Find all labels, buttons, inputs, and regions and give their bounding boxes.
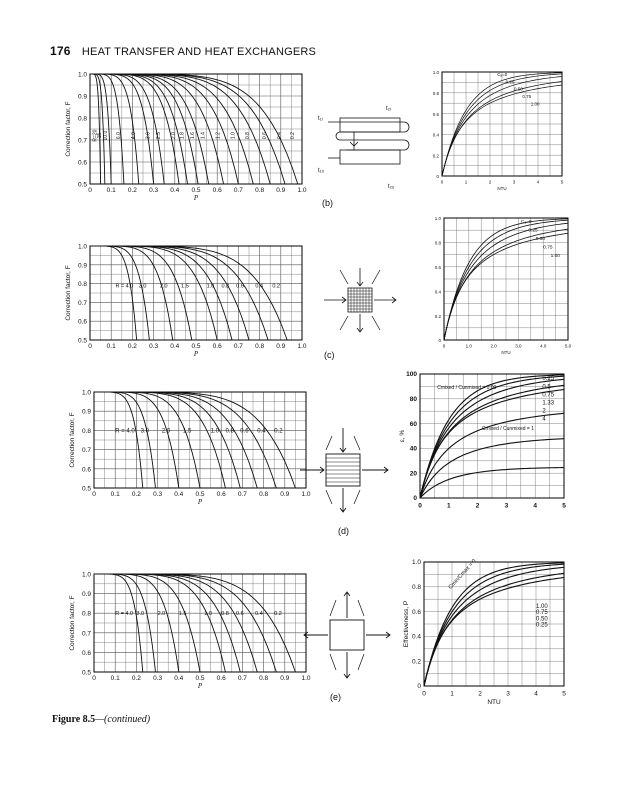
curve-label: 1.0: [204, 611, 212, 618]
curve-label: 0.2: [274, 428, 283, 435]
annotation-top: Cmin/Cmax = 0: [447, 558, 478, 591]
x-tick-label: 0.1: [106, 343, 116, 350]
y-tick-label: 60: [409, 420, 417, 428]
curve-label: 15: [96, 132, 103, 139]
y-tick-label: 0: [438, 338, 441, 344]
y-tick-label: 0.5: [81, 485, 91, 493]
x-tick-label: 0.2: [131, 491, 141, 498]
x-tick-label: 4: [536, 179, 540, 185]
y-tick-label: 1.0: [81, 571, 91, 579]
y-tick-label: 0.6: [434, 265, 441, 270]
y-tick-label: 0.8: [432, 91, 439, 96]
diagram-c: [318, 262, 402, 338]
eff-curve-label: 0.75: [542, 392, 555, 399]
curve-label: 2.5: [156, 132, 163, 140]
eff-curve-label: 0.25: [505, 79, 515, 85]
x-tick-label: 3: [504, 502, 509, 510]
x-axis-label: NTU: [487, 699, 501, 706]
curve-label: 1.5: [181, 283, 189, 290]
y-tick-label: 100: [406, 371, 417, 379]
eff-chart-d: [396, 368, 570, 524]
y-axis-label: ε, %: [399, 429, 406, 443]
x-axis-label: NTU: [501, 350, 511, 355]
curve-label: 1.0: [230, 132, 237, 140]
x-tick-label: 0.2: [127, 187, 137, 194]
eff-curve-label: Cₐ=0: [497, 72, 508, 78]
x-tick-label: 0.1: [106, 187, 116, 194]
eff-curve-label: 0.50: [535, 236, 546, 242]
y-tick-label: 0.8: [81, 610, 91, 618]
x-tick-label: 2: [478, 690, 482, 698]
annotation-mid: Cmixed / Cunmixed = 1: [481, 425, 535, 432]
curve-label: 1.2: [215, 132, 222, 140]
y-tick-label: 0.2: [411, 658, 421, 666]
x-tick-label: 0.4: [174, 675, 184, 682]
x-tick-label: 0.4: [170, 187, 180, 194]
curve-label: R=20: [92, 129, 99, 142]
y-axis-label: Effectiveness, P: [403, 600, 410, 648]
eff-curve-label: 4: [542, 416, 546, 423]
y-tick-label: 40: [409, 445, 417, 453]
x-tick-label: 0: [88, 343, 92, 350]
eff-chart-e: [398, 556, 568, 714]
x-tick-label: 0: [442, 343, 446, 349]
y-tick-label: 0.7: [81, 447, 91, 455]
eff-curve-label: 1.00: [530, 101, 540, 107]
diagram-e: [300, 588, 394, 684]
curve-label: 0.8: [221, 611, 229, 618]
y-tick-label: 1.0: [411, 559, 421, 567]
curve-label: 0.2: [289, 132, 296, 140]
eff-curve-label: 1.33: [542, 400, 555, 407]
x-tick-label: 0: [418, 502, 422, 510]
eff-chart-c: [424, 212, 574, 360]
curve-label: 10.0: [103, 130, 110, 141]
y-tick-label: 0.6: [77, 159, 87, 167]
eff-curve-label: 0.25: [536, 622, 548, 629]
running-head-title: HEAT TRANSFER AND HEAT EXCHANGERS: [81, 46, 317, 58]
x-tick-label: 0.7: [233, 343, 243, 350]
x-tick-label: 1: [464, 179, 468, 185]
curve-label: 1.0: [210, 428, 219, 435]
shell-bottom: [340, 150, 400, 164]
x-tick-label: 0.9: [280, 675, 290, 682]
y-tick-label: 20: [409, 470, 417, 478]
curve-label: R = 4.0: [115, 283, 134, 290]
eff-curve-label: 0.50: [514, 86, 523, 92]
x-tick-label: 0.5: [191, 187, 201, 194]
y-tick-label: 0.9: [77, 262, 87, 270]
diagram-label: t₂ₒ: [388, 184, 395, 190]
y-tick-label: 0.6: [77, 318, 87, 326]
x-tick-label: 0.5: [195, 675, 205, 682]
eff-chart-b: [424, 68, 566, 198]
x-tick-label: 0.8: [259, 491, 269, 498]
row-label-d: (d): [338, 526, 349, 536]
x-tick-label: 0.8: [255, 187, 265, 194]
y-tick-label: 0.6: [411, 608, 421, 616]
curve-label: 2.0: [161, 428, 171, 435]
curve-label: 0.8: [245, 132, 252, 140]
x-tick-label: 0: [88, 187, 92, 194]
x-axis-label: P: [193, 194, 199, 202]
y-tick-label: 0.4: [434, 289, 441, 295]
curve-label: 0.8: [225, 428, 234, 435]
x-tick-label: 0: [440, 179, 444, 185]
x-tick-label: 3: [506, 690, 510, 698]
x-tick-label: 1.0: [297, 343, 307, 350]
x-tick-label: 0.9: [276, 343, 286, 350]
core-rect: [330, 620, 364, 650]
y-tick-label: 0.8: [77, 115, 87, 123]
y-tick-label: 0.5: [77, 337, 87, 345]
x-tick-label: 0: [92, 491, 96, 498]
y-tick-label: 0.8: [81, 427, 91, 435]
y-axis-label: Correction factor, F: [65, 265, 72, 321]
diagram-label: t₂ᵢ: [386, 106, 391, 112]
x-tick-label: 5: [562, 690, 566, 698]
y-tick-label: 1.0: [81, 389, 91, 397]
x-tick-label: 0.1: [110, 491, 120, 498]
x-tick-label: 0: [422, 690, 426, 698]
y-tick-label: 0: [436, 174, 439, 180]
x-tick-label: 0.5: [195, 491, 205, 498]
y-tick-label: 0.2: [434, 313, 441, 319]
y-tick-label: 0.6: [81, 466, 91, 474]
y-tick-label: 0.9: [81, 591, 91, 599]
curve-label: 2.0: [159, 283, 168, 290]
x-axis-label: P: [197, 682, 203, 690]
flow-arrow: [350, 132, 358, 150]
curve-label: 0.6: [236, 611, 244, 618]
x-tick-label: 1.0: [301, 675, 311, 682]
x-tick-label: 2: [488, 179, 492, 185]
curve-label: 0.6: [240, 428, 249, 435]
y-axis-label: Correction factor, F: [69, 595, 76, 651]
y-tick-label: 0.8: [411, 584, 421, 591]
x-tick-label: 1.0: [297, 187, 307, 194]
y-tick-label: 1.0: [434, 216, 441, 222]
eff-curve-label: 0.75: [522, 94, 532, 99]
f-chart-d: [50, 384, 318, 510]
f-chart-e: [50, 566, 312, 696]
eff-curve-label: 1.00: [550, 254, 560, 260]
x-tick-label: 5: [560, 179, 564, 185]
x-tick-label: 0.4: [174, 491, 184, 498]
y-tick-label: 0.5: [81, 669, 91, 677]
curve-label: 0.4: [277, 132, 284, 140]
y-tick-label: 0.9: [77, 93, 87, 101]
figure-caption-label: Figure 8.5: [52, 714, 96, 725]
y-tick-label: 0.6: [81, 649, 91, 657]
curve-label: 6.0: [115, 132, 122, 140]
curve-label: 0.6: [262, 132, 269, 140]
eff-curve-label: 0.75: [543, 245, 553, 251]
shell-top: [340, 118, 400, 132]
x-tick-label: 0.3: [153, 491, 163, 498]
x-tick-label: 0.2: [131, 675, 141, 682]
x-tick-label: 3: [512, 179, 516, 185]
curve-label: 1.8: [179, 132, 186, 140]
running-head: [50, 44, 316, 58]
x-axis-label: P: [197, 498, 203, 506]
row-label-b: (b): [322, 198, 333, 208]
diagram-label: t₁ᵢ: [318, 116, 323, 122]
curve-label: 1.5: [183, 428, 192, 435]
diagram-label: t₁ₒ: [318, 168, 324, 174]
diagram-b: [318, 98, 418, 194]
y-tick-label: 1.0: [432, 70, 439, 76]
y-tick-label: 0.8: [77, 281, 87, 289]
curve-label: 0.4: [255, 283, 264, 290]
curve-label: 3.0: [138, 283, 147, 290]
x-tick-label: 0.5: [191, 343, 201, 350]
x-tick-label: 2.0: [490, 343, 497, 349]
x-tick-label: 1: [450, 690, 454, 698]
curve-label: 1.0: [206, 283, 215, 290]
eff-curve-label: 0.75: [536, 610, 548, 617]
x-tick-label: 0.7: [237, 675, 247, 682]
curve-label: 0.2: [274, 611, 282, 618]
curve-label: 3.0: [140, 428, 149, 435]
x-axis-label: P: [193, 350, 199, 358]
y-tick-label: 0.4: [411, 633, 421, 641]
x-tick-label: 0.6: [212, 343, 222, 350]
eff-curve-label: 0.50: [536, 616, 548, 623]
x-tick-label: 0.6: [212, 187, 222, 194]
curve-label: 0.2: [272, 283, 280, 290]
curve-label: 0.6: [236, 283, 244, 290]
y-tick-label: 0.4: [432, 132, 439, 138]
eff-curve-label: 0.25: [528, 228, 538, 234]
y-tick-label: 0: [417, 683, 421, 691]
f-chart-c: [50, 238, 308, 368]
x-axis-label: NTU: [497, 186, 507, 191]
x-tick-label: 0.3: [153, 675, 163, 682]
crossflow-core: [348, 288, 372, 312]
diagram-d: [296, 424, 392, 516]
y-tick-label: 0.7: [81, 630, 91, 638]
x-tick-label: 0: [92, 675, 96, 682]
x-tick-label: 4: [533, 502, 538, 510]
figure-caption: [52, 714, 150, 725]
annotation-top: Cmixed / Cunmixed = 0.00: [437, 384, 497, 391]
curve-label: 1.5: [178, 611, 187, 618]
y-tick-label: 0.2: [432, 153, 439, 159]
x-tick-label: 5.0: [564, 343, 572, 349]
figure-caption-rest: —(continued): [95, 714, 151, 725]
x-tick-label: 0.1: [110, 675, 120, 682]
y-axis-label: Correction factor, F: [69, 412, 76, 468]
y-tick-label: 0.6: [432, 111, 439, 117]
row-label-e: (e): [330, 692, 341, 702]
y-tick-label: 80: [409, 396, 417, 403]
y-tick-label: 0.7: [77, 299, 87, 307]
y-axis-label: Correction factor, F: [65, 101, 72, 157]
x-tick-label: 1.0: [465, 343, 472, 349]
y-tick-label: 0.8: [434, 240, 441, 246]
curve-label: 2.0: [171, 132, 178, 140]
x-tick-label: 4: [534, 690, 538, 698]
y-tick-label: 0.7: [77, 137, 87, 145]
curve-label: 0.8: [221, 283, 230, 290]
x-tick-label: 2: [475, 502, 480, 510]
curve-label: R = 4.0: [115, 611, 134, 618]
y-tick-label: 0: [413, 495, 417, 503]
x-tick-label: 0.9: [280, 491, 290, 498]
row-label-c: (c): [324, 350, 335, 360]
x-tick-label: 1.0: [301, 491, 311, 498]
x-tick-label: 0.8: [259, 675, 269, 682]
eff-curve-label: 1.00: [536, 603, 548, 610]
page-number: 176: [50, 44, 71, 58]
curve-label: 0.4: [257, 428, 266, 435]
eff-curve-label: 0.25: [542, 376, 555, 383]
curve-label: 3.0: [136, 611, 145, 618]
f-chart-b: [50, 68, 308, 208]
x-tick-label: 0.6: [216, 675, 226, 682]
x-tick-label: 0.8: [255, 343, 265, 350]
y-tick-label: 0.5: [77, 181, 87, 189]
x-tick-label: 5: [562, 502, 566, 510]
y-tick-label: 1.0: [77, 243, 87, 251]
eff-curve-label: Cₐ=0: [520, 219, 532, 225]
y-tick-label: 0.9: [81, 408, 91, 416]
x-tick-label: 1: [446, 502, 451, 510]
curve-label: 2.0: [157, 611, 166, 618]
x-tick-label: 0.4: [170, 343, 180, 350]
curve-label: 4.0: [130, 132, 137, 140]
curve-label: 0.4: [255, 611, 263, 618]
flow-arrows: [304, 592, 390, 678]
y-tick-label: 1.0: [77, 71, 87, 79]
x-tick-label: 0.3: [149, 187, 159, 194]
x-tick-label: 0.9: [276, 187, 286, 194]
curve-label: R = 4.0: [115, 428, 135, 435]
x-tick-label: 3.0: [515, 343, 522, 349]
eff-curve-label: 0.5: [542, 384, 551, 391]
x-tick-label: 0.2: [127, 343, 137, 350]
curve-label: 1.6: [190, 132, 197, 140]
curve-label: 1.4: [200, 132, 207, 140]
x-tick-label: 0.3: [149, 343, 159, 350]
curve-label: 3.0: [145, 132, 152, 140]
eff-curve-label: 2: [542, 408, 546, 415]
x-tick-label: 0.7: [233, 187, 243, 194]
x-tick-label: 0.6: [216, 491, 226, 498]
x-tick-label: 0.7: [237, 491, 247, 498]
x-tick-label: 4.0: [540, 343, 547, 349]
